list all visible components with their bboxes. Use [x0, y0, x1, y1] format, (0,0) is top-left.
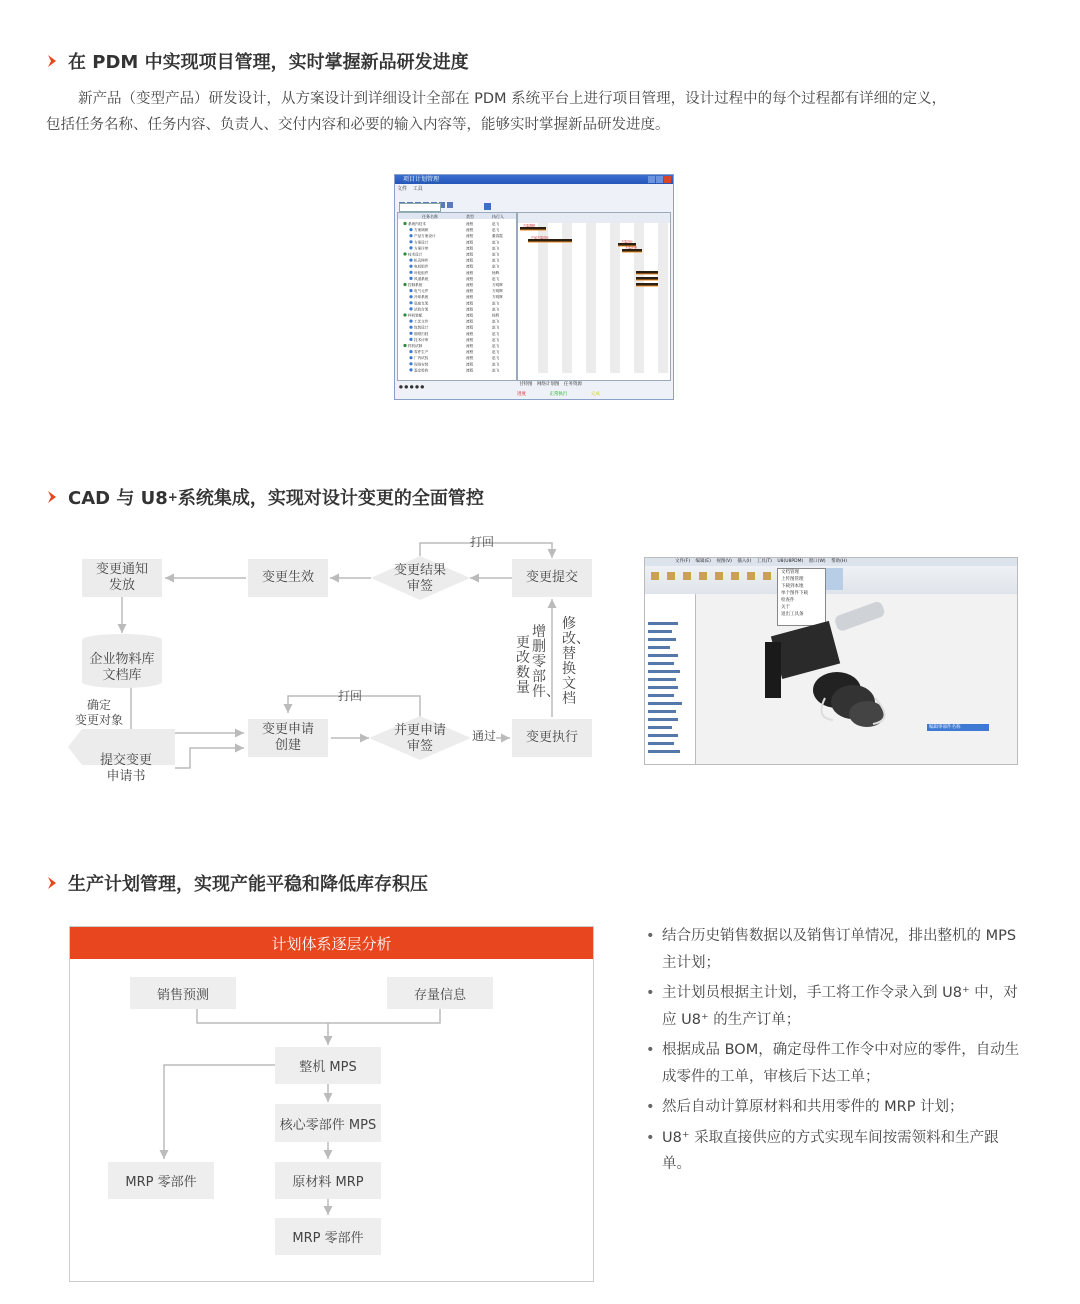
section1-title: 在 PDM 中实现项目管理，实时掌握新品研发进度: [46, 48, 469, 74]
table-cell: 赵飞: [492, 368, 500, 373]
vertical-note-right: 修改、替换文档: [562, 616, 590, 707]
gantt-weekend-column: [538, 223, 548, 373]
cad-menubar: [645, 558, 1017, 566]
gantt-chart: [517, 212, 671, 381]
table-cell: 杨辉: [492, 313, 500, 318]
tooltip: 编辑零部件名称: [927, 724, 989, 731]
menu-item[interactable]: 视图(V): [716, 559, 732, 564]
table-cell: 样机装配: [408, 313, 423, 318]
table-cell: 方明辉: [492, 289, 503, 294]
task-status-icon: [409, 362, 412, 365]
table-cell: 赵飞: [492, 252, 500, 257]
search-icon[interactable]: [484, 203, 491, 210]
cad-screenshot: [644, 557, 1018, 765]
table-cell: 方案设计: [414, 240, 429, 245]
task-status-icon: [409, 240, 412, 243]
assembly-model-image: [755, 598, 915, 728]
cad-ribbon: [645, 566, 1017, 594]
stock-info-box: 存量信息: [387, 977, 493, 1009]
menu-file[interactable]: 文件: [397, 186, 408, 192]
table-cell: 赵飞: [492, 240, 500, 245]
table-cell: 赵飞: [492, 331, 500, 336]
task-status-icon: [409, 295, 412, 298]
library-label: 企业物料库 文档库: [89, 652, 155, 683]
pass-label: 通过: [471, 729, 496, 743]
plan-header: 计划体系逐层分析: [70, 927, 593, 959]
legend-bar: ● ● ● ● ●: [399, 385, 425, 390]
mrp-parts-left-box: MRP 零部件: [108, 1162, 214, 1199]
table-cell: 厂内试验: [414, 356, 429, 361]
task-status-icon: [409, 356, 412, 359]
table-cell: 赵飞: [492, 350, 500, 355]
list-item: • 然后自动计算原材料和共用零件的 MRP 计划；: [646, 1094, 1026, 1121]
table-cell: 流程: [466, 246, 474, 251]
maximize-icon[interactable]: [656, 176, 663, 183]
gantt-task-bar[interactable]: [636, 283, 658, 286]
sales-forecast-box: 销售预测: [130, 977, 236, 1009]
back-label-top: 打回: [469, 535, 494, 549]
table-cell: 电机组件: [414, 264, 429, 269]
filter-select[interactable]: [399, 203, 441, 212]
menu-item[interactable]: 插入(I): [737, 559, 752, 564]
table-cell: 流程: [466, 240, 474, 245]
table-cell: 赵飞: [492, 356, 500, 361]
table-cell: 赵飞: [492, 337, 500, 342]
table-cell: 流程: [466, 270, 474, 275]
mrp-parts-bottom-box: MRP 零部件: [275, 1218, 381, 1255]
task-status-icon: [409, 265, 412, 268]
task-table: [397, 212, 517, 381]
feature-tree: [645, 594, 696, 764]
table-cell: 图纸归档: [414, 331, 429, 336]
chevron-right-icon: [46, 490, 58, 504]
table-cell: 产品方案设计: [414, 234, 436, 239]
table-cell: 赵飞: [492, 307, 500, 312]
section3-title: 生产计划管理，实现产能平稳和降低库存积压: [46, 870, 428, 896]
table-cell: 赵飞: [492, 264, 500, 269]
table-cell: 方案调研: [414, 228, 429, 233]
table-cell: 流程: [466, 289, 474, 294]
table-cell: 冷却系统: [414, 295, 429, 300]
gantt-timeline-header: [518, 213, 670, 223]
gantt-weekend-column: [658, 223, 668, 373]
table-cell: 赵飞: [492, 276, 500, 281]
table-column-header: 执行人: [492, 214, 504, 219]
task-status-icon: [403, 313, 406, 316]
task-status-icon: [409, 368, 412, 371]
table-cell: 方明辉: [492, 295, 503, 300]
task-status-icon: [409, 301, 412, 304]
table-cell: 流程: [466, 252, 474, 257]
table-cell: 方案评审: [414, 246, 429, 251]
task-status-icon: [409, 228, 412, 231]
table-cell: 流程: [466, 258, 474, 263]
change-submit-box: 变更提交: [512, 559, 592, 597]
tab-network[interactable]: 网络计划图: [536, 382, 560, 387]
table-cell: 赵飞: [492, 222, 500, 226]
table-cell: 流程: [466, 264, 474, 269]
table-cell: 杨辉: [492, 270, 500, 275]
plan-analysis-panel: [69, 926, 594, 1282]
gantt-bar-label: 方案评审: [625, 245, 638, 250]
status-delayed: 进度: [517, 392, 526, 397]
table-cell: 流程: [466, 344, 474, 348]
confirm-object-label: 确定 变更对象: [74, 698, 123, 727]
task-status-icon: [409, 277, 412, 280]
table-cell: 流程: [466, 283, 474, 287]
change-notice-box: 变更通知 发放: [82, 559, 162, 597]
vertical-note-left2: 更改数量: [516, 635, 530, 696]
table-cell: 流程: [466, 362, 474, 367]
gantt-bar-label: 方案调研: [523, 223, 536, 228]
table-cell: 现场安装: [414, 362, 429, 367]
pdm-screenshot: [394, 174, 674, 400]
menu-item[interactable]: 文件(F): [675, 559, 691, 564]
window-titlebar: 项目计划管理: [395, 175, 673, 184]
result-review-label: 变更结果 审签: [393, 563, 446, 594]
core-parts-mps-box: 核心零部件 MPS: [275, 1104, 381, 1142]
table-cell: 方明辉: [492, 283, 503, 287]
gantt-progress-bar: [528, 242, 572, 243]
task-status-icon: [409, 350, 412, 353]
task-status-icon: [409, 289, 412, 292]
task-status-icon: [403, 344, 406, 347]
table-cell: 机壳铸件: [414, 258, 429, 263]
task-status-icon: [409, 271, 412, 274]
gantt-bar-label: 产品方案设计: [531, 235, 550, 240]
gantt-progress-bar: [520, 230, 546, 231]
review-label: 并更申请 审签: [393, 723, 446, 754]
table-cell: 风道系统: [414, 276, 429, 281]
request-label: 提交变更 申请书: [99, 753, 152, 784]
change-create-box: 变更申请 创建: [248, 719, 328, 757]
gantt-progress-bar: [636, 274, 658, 275]
menu-item[interactable]: 窗口(W): [808, 559, 826, 564]
table-cell: 流程: [466, 368, 474, 373]
list-item: • 根据成品 BOM，确定母件工作令中对应的零件，自动生成零件的工单，审核后下达工单；: [646, 1037, 1026, 1090]
table-cell: 董春霞: [492, 234, 503, 239]
gantt-weekend-column: [586, 223, 596, 373]
gantt-progress-bar: [636, 280, 658, 281]
table-cell: 流程: [466, 350, 474, 355]
raw-material-mrp-box: 原材料 MRP: [275, 1162, 381, 1199]
menu-item[interactable]: 编辑(E): [695, 559, 711, 564]
table-cell: 零件生产: [414, 350, 429, 355]
table-cell: 鉴定验收: [414, 368, 429, 373]
table-cell: 赵飞: [492, 246, 500, 251]
status-done: 完成: [590, 392, 600, 397]
section2-title: CAD 与 U8 + 系统集成，实现对设计变更的全面管控: [46, 484, 484, 510]
table-cell: 包装设计: [414, 325, 429, 330]
change-execute-box: 变更执行: [512, 719, 592, 757]
popup-item[interactable]: 文档管理: [781, 570, 799, 575]
gantt-progress-bar: [636, 286, 658, 287]
table-column-header: 类型: [466, 214, 474, 219]
task-status-icon: [409, 338, 412, 341]
table-cell: 流程: [466, 228, 474, 233]
table-cell: 电气元件: [414, 289, 429, 294]
task-status-icon: [403, 252, 406, 255]
list-item: • U8⁺ 采取直接供应的方式实现车间按需领料和生产跟单。: [646, 1125, 1026, 1178]
table-column-header: 任务名称: [422, 214, 438, 219]
list-item: • 结合历史销售数据以及销售订单情况，排出整机的 MPS 主计划；: [646, 923, 1026, 976]
menu-item[interactable]: U8(U8PDM): [777, 559, 804, 564]
table-cell: 赵飞: [492, 228, 500, 233]
task-status-icon: [403, 283, 406, 286]
table-cell: 流程: [466, 307, 474, 312]
task-status-icon: [409, 234, 412, 237]
popup-item[interactable]: 下载到本地: [781, 584, 804, 589]
gantt-weekend-column: [562, 223, 572, 373]
table-cell: 样机试制: [408, 344, 423, 348]
chevron-right-icon: [46, 876, 58, 890]
menu-item[interactable]: 帮助(H): [831, 559, 847, 564]
popup-item[interactable]: 关于: [781, 605, 790, 610]
menu-item[interactable]: 工具(T): [756, 559, 772, 564]
table-cell: 流程: [466, 337, 474, 342]
minimize-icon[interactable]: [648, 176, 655, 183]
table-cell: 赵飞: [492, 258, 500, 263]
table-cell: 流程: [466, 319, 474, 324]
task-status-icon: [403, 222, 406, 225]
table-cell: 流程: [466, 325, 474, 330]
table-cell: 赵飞: [492, 362, 500, 367]
back-label-mid: 打回: [337, 689, 362, 703]
table-cell: 赵飞: [492, 301, 500, 306]
close-icon[interactable]: [664, 176, 671, 183]
toolbar: [399, 194, 459, 201]
task-status-icon: [409, 332, 412, 335]
gantt-task-bar[interactable]: [636, 271, 658, 274]
table-cell: 赵飞: [492, 325, 500, 330]
plan-bullet-list: [646, 923, 1026, 1182]
change-effect-box: 变更生效: [248, 559, 328, 597]
menu-tools[interactable]: 工具: [412, 186, 423, 192]
task-status-icon: [409, 326, 412, 329]
task-status-icon: [409, 320, 412, 323]
table-cell: 流程: [466, 301, 474, 306]
machine-mps-box: 整机 MPS: [275, 1047, 381, 1084]
table-cell: 赵飞: [492, 319, 500, 324]
task-status-icon: [409, 246, 412, 249]
gantt-task-bar[interactable]: [636, 277, 658, 280]
tab-resource[interactable]: 任务资源: [563, 382, 582, 387]
tab-gantt[interactable]: 甘特图: [519, 382, 533, 387]
table-cell: 流程: [466, 313, 474, 318]
table-cell: 流程: [466, 276, 474, 281]
vertical-note-left: 增删零部件、: [532, 624, 560, 700]
table-cell: 控制系统: [408, 283, 423, 287]
popup-item[interactable]: 退出工具条: [781, 612, 804, 617]
gantt-progress-bar: [622, 252, 642, 253]
table-cell: 技术评审: [414, 337, 429, 342]
table-cell: 流程: [466, 295, 474, 300]
list-item: • 主计划员根据主计划，手工将工作令录入到 U8⁺ 中，对应 U8⁺ 的生产订单；: [646, 980, 1026, 1033]
status-normal: 正常执行: [549, 392, 568, 397]
table-cell: 底座支架: [414, 301, 429, 306]
popup-item[interactable]: 单个图件下载: [781, 591, 808, 596]
task-status-icon: [409, 259, 412, 262]
task-status-icon: [409, 307, 412, 310]
table-cell: 流程: [466, 234, 474, 239]
table-cell: 技术设计: [408, 252, 423, 257]
section1-paragraph: 新产品（变型产品）研发设计，从方案设计到详细设计全部在 PDM 系统平台上进行项目管理，设计过程中的每个过程都有详细的定义， 包括任务名称、任务内容、负责人、交付内容和必要的输入内容等，能够实时掌握新品研发进度。: [46, 91, 947, 133]
table-cell: 叶轮组件: [414, 270, 429, 275]
table-cell: 试验台架: [414, 307, 429, 312]
table-cell: 流程: [466, 222, 474, 226]
table-cell: 流程: [466, 356, 474, 361]
popup-item[interactable]: 上传图管理: [781, 577, 804, 582]
table-cell: 系统内技术: [408, 222, 426, 226]
table-cell: 流程: [466, 331, 474, 336]
table-cell: 工艺文件: [414, 319, 429, 324]
gantt-bar-label: 方案设计: [621, 239, 634, 244]
table-cell: 赵飞: [492, 344, 500, 348]
chevron-right-icon: [46, 54, 58, 68]
popup-item[interactable]: 检查件: [781, 598, 795, 603]
